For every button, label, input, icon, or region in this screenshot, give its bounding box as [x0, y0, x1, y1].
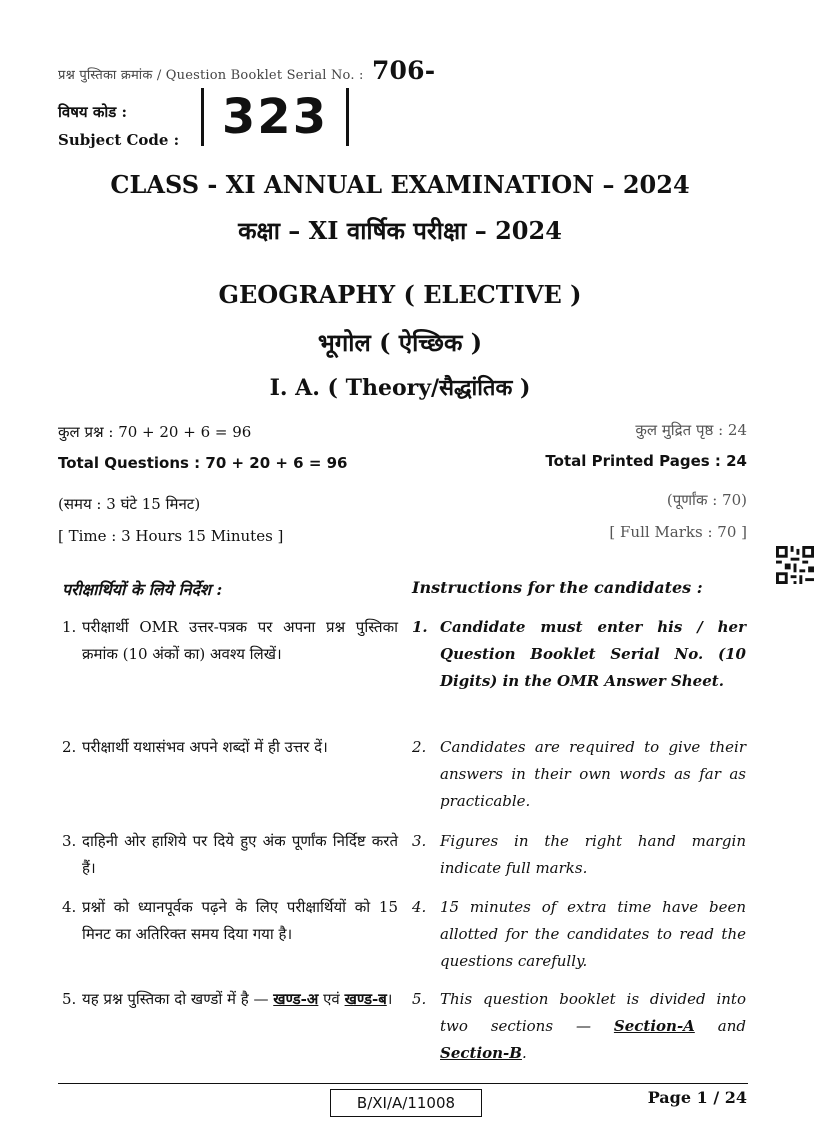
subject-code-box: 323 — [201, 88, 349, 146]
instructions-heading-en: Instructions for the candidates : — [412, 578, 703, 597]
instruction-hi-5: 5. यह प्रश्न पुस्तिका दो खण्डों में है — खण्ड-अ एवं खण्ड-ब। — [62, 990, 393, 1008]
qr-code-icon — [776, 546, 814, 584]
section-b-hi: खण्ड-ब — [344, 990, 387, 1008]
instructions-heading-hi: परीक्षार्थियों के लिये निर्देश : — [62, 580, 223, 599]
exam-title-hi: कक्षा – XI वार्षिक परीक्षा – 2024 — [238, 216, 562, 245]
instruction-en-3: 3. Figures in the right hand margin indicate full marks. — [412, 832, 746, 877]
time-hi: (समय : 3 घंटे 15 मिनट) — [58, 495, 201, 513]
time-en: [ Time : 3 Hours 15 Minutes ] — [58, 527, 284, 545]
serial-label: प्रश्न पुस्तिका क्रमांक / Question Booklet Serial No. : — [58, 68, 364, 83]
subject-name-en: GEOGRAPHY ( ELECTIVE ) — [218, 280, 582, 309]
instruction-hi-1: 1. परीक्षार्थी OMR उत्तर-पत्रक पर अपना प्रश्न पुस्तिका क्रमांक (10 अंकों का) अवश्य लिखें। — [62, 618, 398, 663]
subject-name-hi: भूगोल ( ऐच्छिक ) — [317, 328, 483, 357]
paper-type: I. A. ( Theory/सैद्धांतिक ) — [269, 375, 531, 401]
instruction-hi-3: 3. दाहिनी ओर हाशिये पर दिये हुए अंक पूर्णांक निर्दिष्ट करते हैं। — [62, 832, 398, 877]
section-a-en: Section-A — [613, 1017, 695, 1035]
instruction-hi-2: 2. परीक्षार्थी यथासंभव अपने शब्दों में ही उत्तर दें। — [62, 738, 328, 756]
instruction-en-5: 5. This question booklet is divided into two sections — Section-A and Section-B. — [412, 990, 746, 1062]
total-pages-hi: कुल मुद्रित पृष्ठ : 24 — [635, 421, 747, 439]
section-b-en: Section-B — [440, 1044, 522, 1062]
booklet-code: B/XI/A/11008 — [330, 1089, 482, 1117]
instruction-hi-4: 4. प्रश्नों को ध्यानपूर्वक पढ़ने के लिए परीक्षार्थियों को 15 मिनट का अतिरिक्त समय दिया गया है। — [62, 898, 398, 943]
subject-code-label-en: Subject Code : — [58, 131, 180, 149]
subject-code-labels — [58, 98, 179, 154]
subject-code-label-hi: विषय कोड : — [58, 103, 128, 121]
instruction-en-2: 2. Candidates are required to give their answers in their own words as far as practicable. — [412, 738, 746, 810]
serial-number-line — [58, 56, 435, 85]
total-questions-en: Total Questions : 70 + 20 + 6 = 96 — [58, 454, 348, 472]
exam-title-en: CLASS - XI ANNUAL EXAMINATION – 2024 — [110, 170, 690, 199]
total-questions-hi: कुल प्रश्न : 70 + 20 + 6 = 96 — [58, 423, 252, 441]
instruction-en-1: 1. Candidate must enter his / her Question Booklet Serial No. (10 Digits) in the OMR Answer Sheet. — [412, 618, 746, 690]
page-number: Page 1 / 24 — [647, 1088, 747, 1107]
footer-divider — [58, 1083, 748, 1084]
section-a-hi: खण्ड-अ — [273, 990, 319, 1008]
total-pages-en: Total Printed Pages : 24 — [545, 452, 747, 470]
instruction-en-4: 4. 15 minutes of extra time have been allotted for the candidates to read the questions carefully. — [412, 898, 746, 970]
full-marks-en: [ Full Marks : 70 ] — [609, 523, 747, 541]
full-marks-hi: (पूर्णांक : 70) — [666, 491, 747, 509]
serial-number: 706- — [371, 56, 436, 85]
